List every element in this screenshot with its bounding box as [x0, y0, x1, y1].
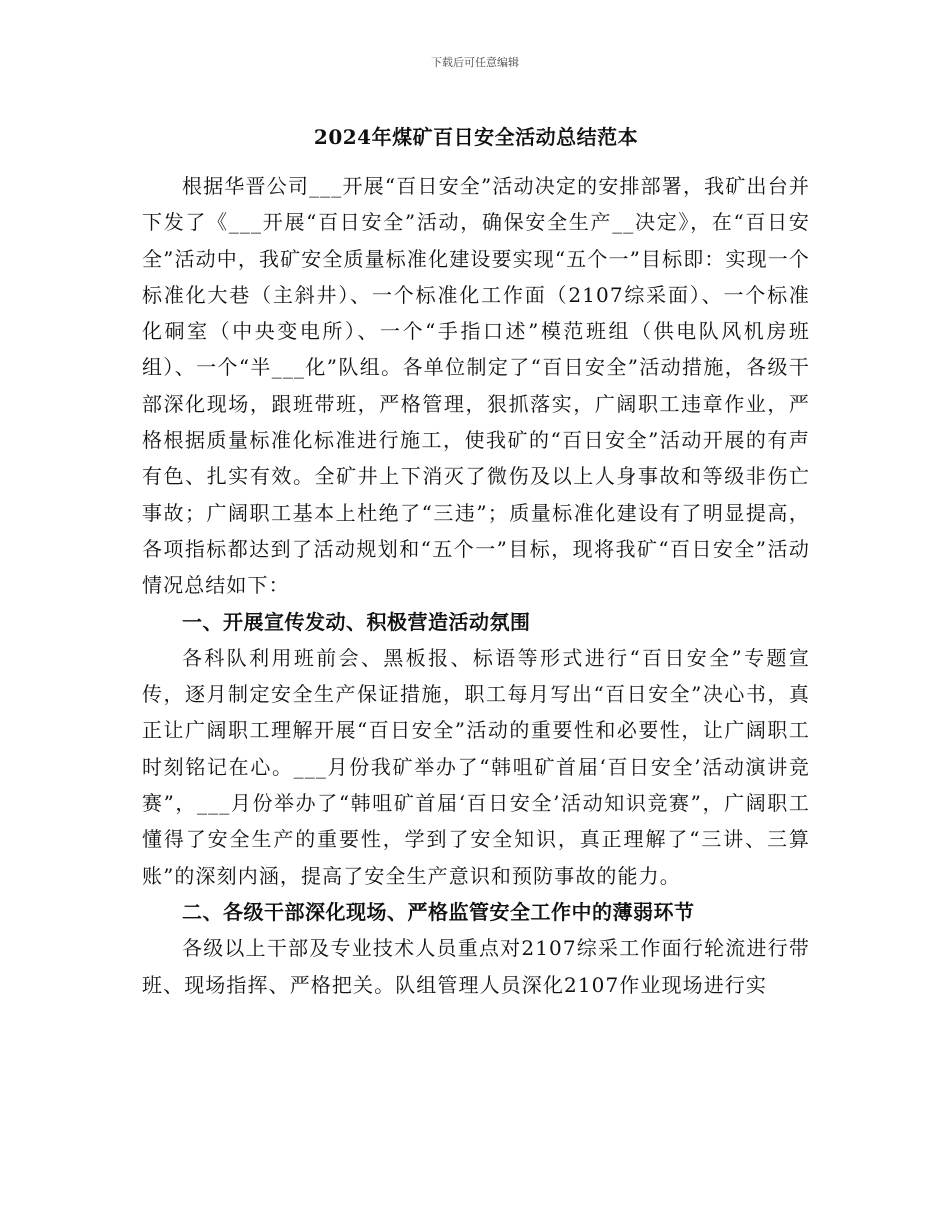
header-note: 下载后可任意编辑 [431, 56, 519, 69]
document-title: 2024年煤矿百日安全活动总结范本 [313, 125, 639, 149]
intro-paragraph: 根据华晋公司___开展“百日安全”活动决定的安排部署，我矿出台并下发了《___开展“百日安全”活动，确保安全生产__决定》，在“百日安全”活动中，我矿安全质量标准化建设要实现“五个一”目标即：实现一个标准化大巷（主斜井）、一个标准化工作面（2107综采面）、一个标准化硐室（中央变电所）、一个“手指口述”模范班组（供电队风机房班组）、一个“半___化”队组。各单位制定了“百日安全”活动措施，各级干部深化现场，跟班带班，严格管理，狠抓落实，广阔职工违章作业，严格根据质量标准化标准进行施工，使我矿的“百日安全”活动开展的有声有色、扎实有效。全矿井上下消灭了微伤及以上人身事故和等级非伤亡事故；广阔职工基本上杜绝了“三违”；质量标准化建设有了明显提高，各项指标都达到了活动规划和“五个一”目标，现将我矿“百日安全”活动情况总结如下： [142, 174, 810, 598]
document-body [142, 122, 810, 1003]
section-body-2: 各级以上干部及专业技术人员重点对2107综采工作面行轮流进行带班、现场指挥、严格把关。队组管理人员深化2107作业现场进行实 [142, 936, 810, 997]
section-body-1: 各科队利用班前会、黑板报、标语等形式进行“百日安全”专题宣传，逐月制定安全生产保证措施，职工每月写出“百日安全”决心书，真正让广阔职工理解开展“百日安全”活动的重要性和必要性，让广阔职工时刻铭记在心。___月份我矿举办了“韩咀矿首届‘百日安全’活动演讲竞赛”，___月份举办了“韩咀矿首届‘百日安全’活动知识竞赛”，广阔职工懂得了安全生产的重要性，学到了安全知识，真正理解了“三讲、三算账”的深刻内涵，提高了安全生产意识和预防事故的能力。 [142, 645, 810, 888]
section-heading-2: 二、各级干部深化现场、严格监管安全工作中的薄弱环节 [182, 899, 695, 924]
section-heading-1: 一、开展宣传发动、积极营造活动氛围 [182, 609, 531, 634]
